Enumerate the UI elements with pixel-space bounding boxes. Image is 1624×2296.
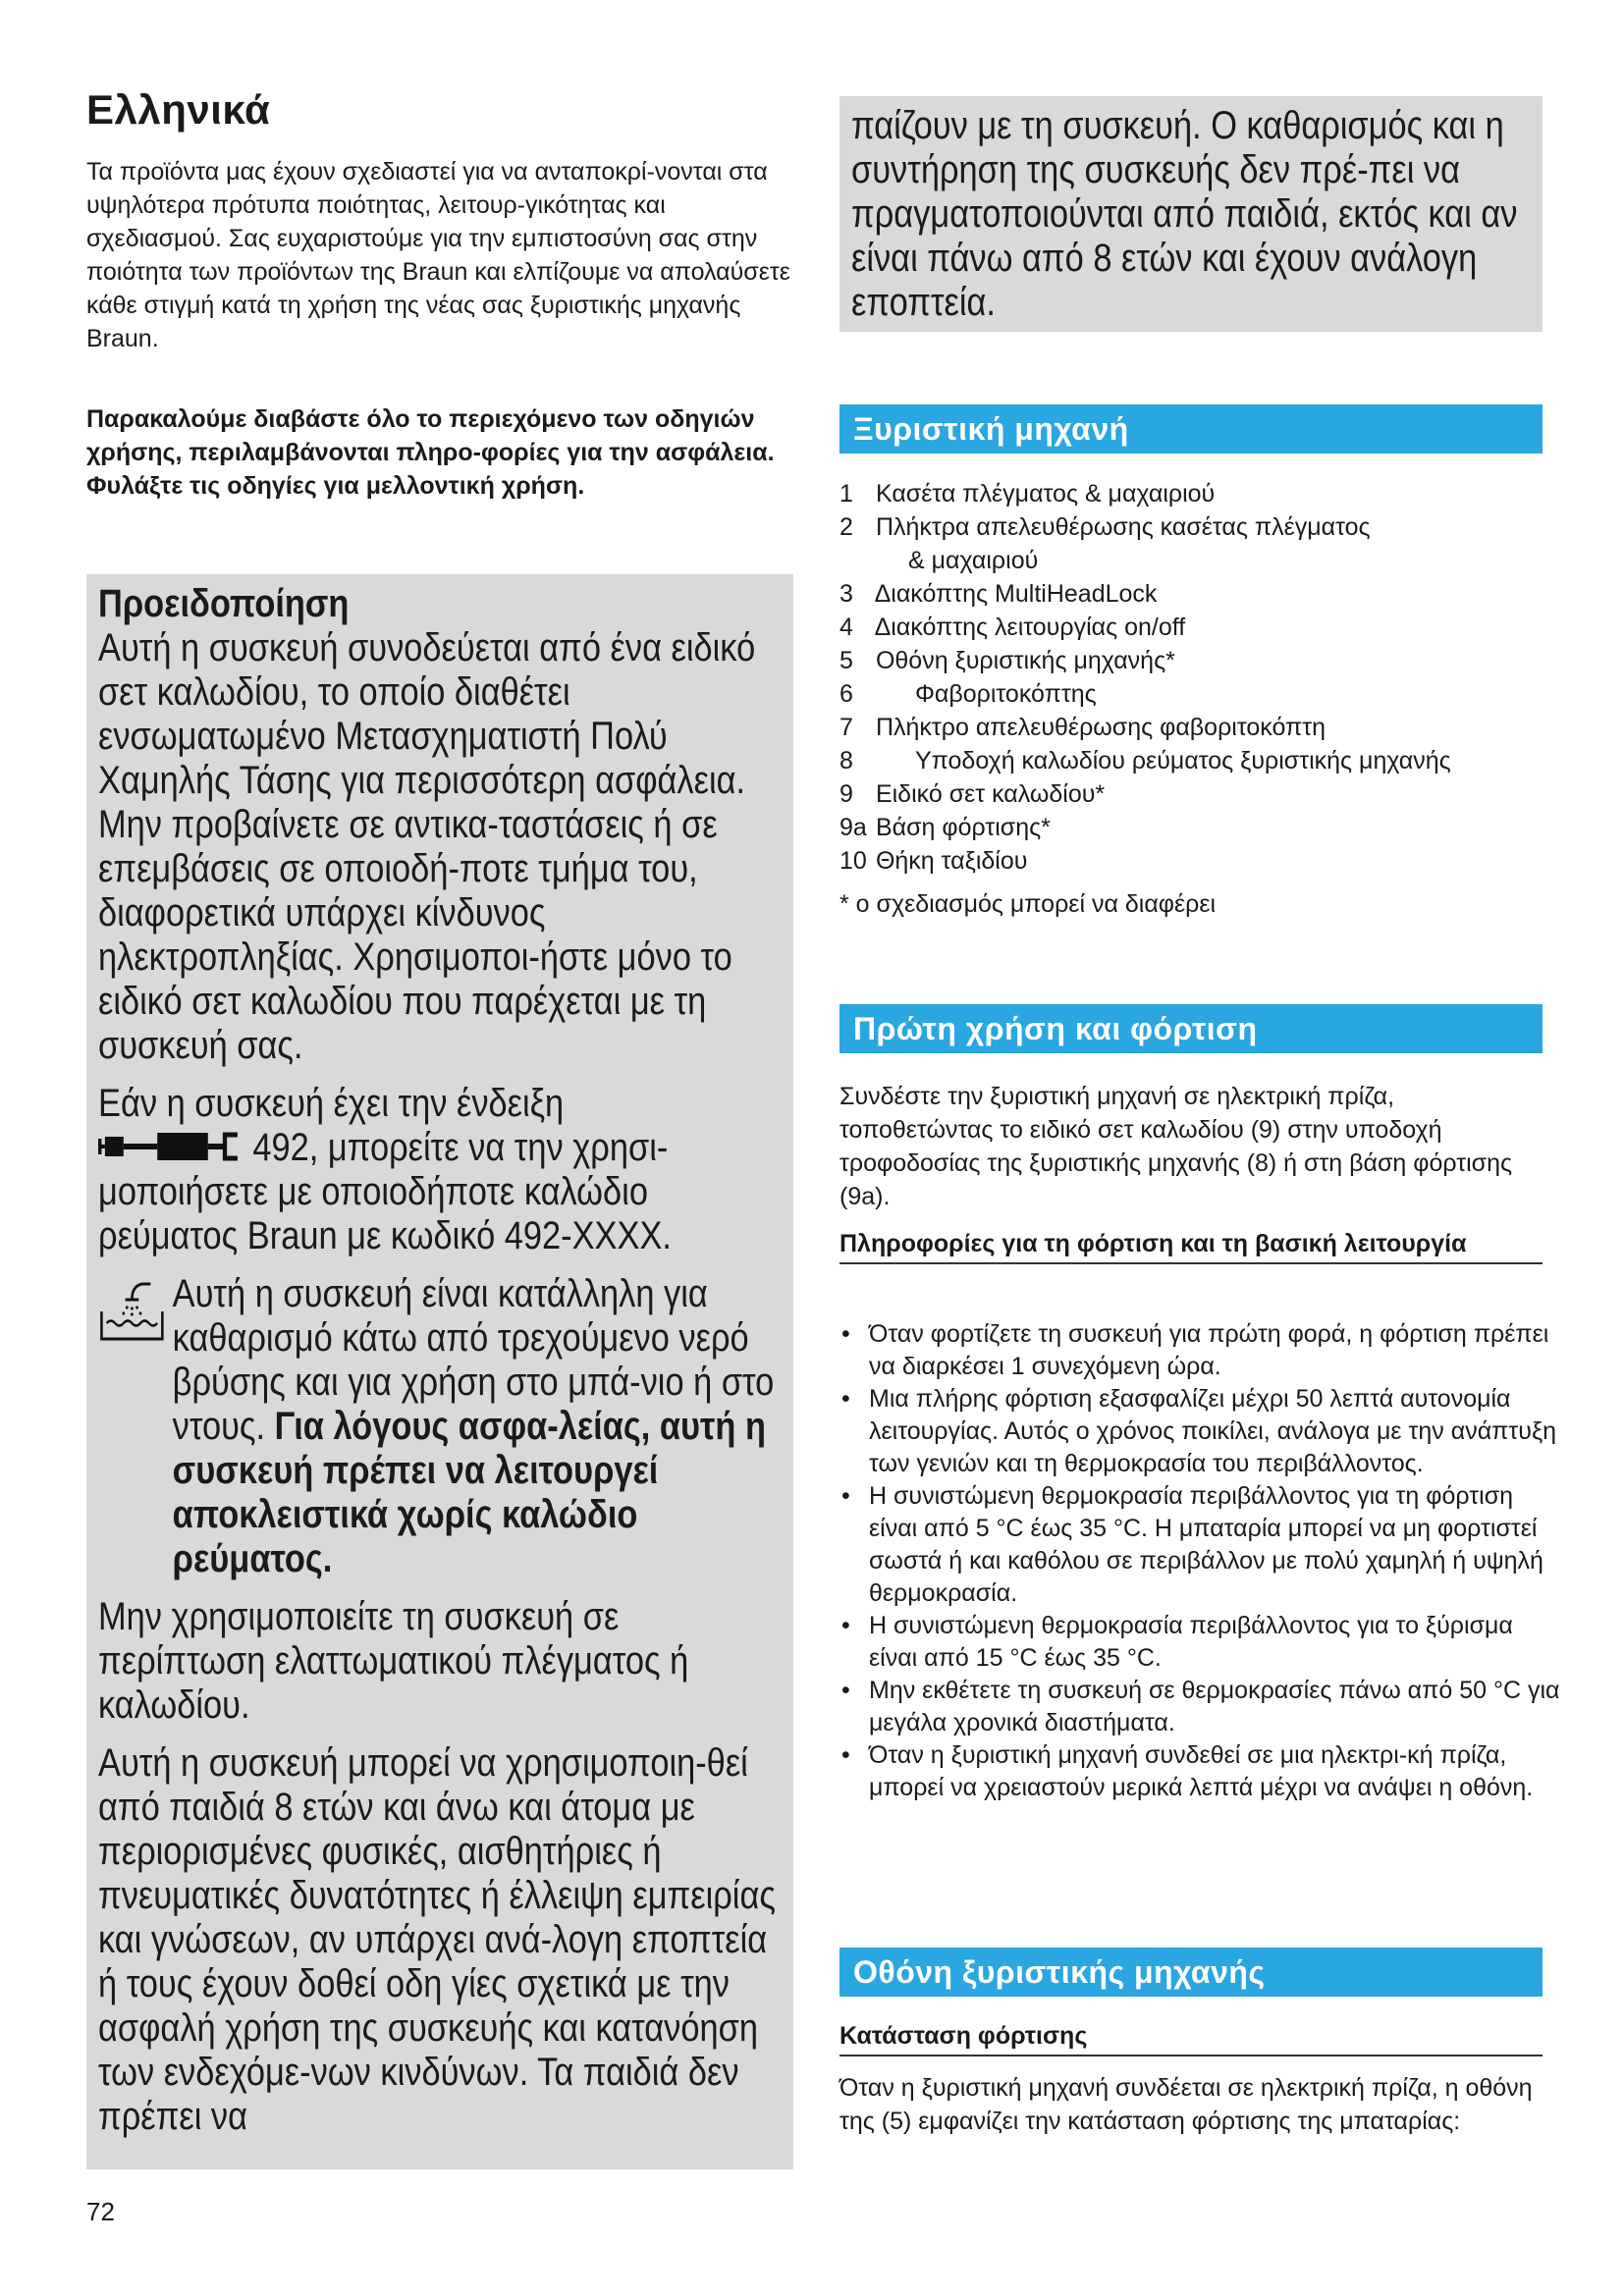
bath-safety-block xyxy=(98,1272,785,1581)
list-item: 5 Οθόνη ξυριστικής μηχανής* xyxy=(839,647,1175,674)
parts-list xyxy=(839,477,1566,921)
charging-info-subheading: Πληροφορίες για τη φόρτιση και τη βασική λειτουργία xyxy=(839,1227,1543,1264)
list-item: 8 Υποδοχή καλωδίου ρεύματος ξυριστικής μηχανής xyxy=(839,747,1451,774)
list-item: 6 Φαβοριτοκόπτης xyxy=(839,680,1097,708)
first-use-text: Συνδέστε την ξυριστική μηχανή σε ηλεκτρική πρίζα, τοποθετώντας το ειδικό σετ καλωδίου (9) στην υποδοχή τροφοδοσίας της ξυριστικής μηχανής (8) ή στη βάση φόρτισης (9a). xyxy=(839,1083,1513,1210)
warning-continued-text: παίζουν με τη συσκευή. Ο καθαρισμός και η συντήρηση της συσκευής δεν πρέ-πει να πραγματοποιούνται από παιδιά, εκτός και αν είναι πάνω από 8 ετών και έχουν ανάλογη εποπτεία. xyxy=(851,104,1518,324)
charging-bullet-list xyxy=(839,1318,1566,1804)
warning-paragraph-1: Αυτή η συσκευή συνοδεύεται από ένα ειδικό σετ καλωδίου, το οποίο διαθέτει ενσωματωμένο Μετασχηματιστή Πολύ Χαμηλής Τάσης για περισσότερη ασφάλεια. Μην προβαίνετε σε αντικα-ταστάσεις ή σε επεμβάσεις σε οποιοδή-ποτε τμήμα του, διαφορετικά υπάρχει κίνδυνος ηλεκτροπληξίας. Χρησιμοποι-ήστε μόνο το ειδικό σετ καλωδίου που παρέχεται με τη συσκευή σας. xyxy=(98,626,756,1067)
display-text: Όταν η ξυριστική μηχανή συνδέεται σε ηλεκτρική πρίζα, η οθόνη της (5) εμφανίζει την κατάσταση φόρτισης της μπαταρίας: xyxy=(839,2074,1533,2135)
shower-bath-icon xyxy=(98,1278,166,1343)
section-heading-first-use: Πρώτη χρήση και φόρτιση xyxy=(839,1004,1543,1053)
list-item: 3 Διακόπτης MultiHeadLock xyxy=(839,580,1158,608)
intro-bold-paragraph: Παρακαλούμε διαβάστε όλο το περιεχόμενο των οδηγιών χρήσης, περιλαμβάνονται πληρο-φορίες για την ασφάλεια. Φυλάξτε τις οδηγίες για μελλοντική χρήση. xyxy=(86,405,775,500)
list-item: • Η συνιστώμενη θερμοκρασία περιβάλλοντος για το ξύρισμα είναι από 15 °C έως 35 °C. xyxy=(839,1610,1566,1675)
list-item: 1 Κασέτα πλέγματος & μαχαιριού xyxy=(839,480,1216,507)
list-item: 7 Πλήκτρο απελευθέρωσης φαβοριτοκόπτη xyxy=(839,714,1326,741)
warning-title: Προειδοποίηση xyxy=(98,582,350,625)
section-heading-display: Οθόνη ξυριστικής μηχανής xyxy=(839,1948,1543,1997)
charging-status-subheading: Κατάσταση φόρτισης xyxy=(839,2019,1543,2056)
list-item: • Μην εκθέτετε τη συσκευή σε θερμοκρασίες πάνω από 50 °C για μεγάλα χρονικά διαστήματα. xyxy=(839,1675,1566,1739)
cable-symbol-icon xyxy=(98,1129,246,1164)
warning-continued-box xyxy=(839,96,1543,332)
warning-paragraph-2a: Εάν η συσκευή έχει την ένδειξη xyxy=(98,1082,565,1125)
list-item: • Η συνιστώμενη θερμοκρασία περιβάλλοντος για τη φόρτιση είναι από 5 °C έως 35 °C. Η μπαταρία μπορεί να μη φορτιστεί σωστά ή και καθόλου σε περιβάλλον με πολύ χαμηλή ή υψηλή θερμοκρασία. xyxy=(839,1480,1566,1610)
intro-paragraph: Τα προϊόντα μας έχουν σχεδιαστεί για να ανταποκρί-νονται στα υψηλότερα πρότυπα ποιότητας, λειτουρ-γικότητας και σχεδιασμού. Σας ευχαριστούμε για την εμπιστοσύνη σας στην ποιότητα των προϊόντων της Braun και ελπίζουμε να απολαύσετε κάθε στιγμή κατά τη χρήση της νέας σας ξυριστικής μηχανής Braun. xyxy=(86,158,790,352)
list-item: 10 Θήκη ταξιδίου xyxy=(839,847,1028,875)
parts-note: * ο σχεδιασμός μπορεί να διαφέρει xyxy=(839,890,1217,918)
warning-paragraph-2 xyxy=(98,1082,785,1258)
page-number: 72 xyxy=(86,2197,115,2226)
list-item: & μαχαιριού xyxy=(908,547,1039,574)
list-item: 4 Διακόπτης λειτουργίας on/off xyxy=(839,614,1186,641)
warning-box xyxy=(86,574,793,2169)
warning-paragraph-3-normal: Αυτή η συσκευή είναι κατάλληλη για καθαρισμό κάτω από τρεχούμενο νερό βρύσης και για χρήση στο μπά-νιο ή στο ντους. xyxy=(172,1272,775,1448)
page-title: Ελληνικά xyxy=(86,86,271,133)
warning-paragraph-3-bold: Για λόγους ασφα-λείας, αυτή η συσκευή πρέπει να λειτουργεί αποκλειστικά χωρίς καλώδιο ρεύματος. xyxy=(172,1405,766,1580)
list-item: 9a Βάση φόρτισης* xyxy=(839,814,1051,841)
warning-paragraph-4: Μην χρησιμοποιείτε τη συσκευή σε περίπτωση ελαττωματικού πλέγματος ή καλωδίου. xyxy=(98,1595,689,1727)
section-heading-shaver: Ξυριστική μηχανή xyxy=(839,404,1543,454)
warning-paragraph-2b: 492, μπορείτε να την χρησι-μοποιήσετε με οποιοδήποτε καλώδιο ρεύματος Braun με κωδικό 492-XXXX. xyxy=(98,1126,672,1257)
list-item: 2 Πλήκτρα απελευθέρωσης κασέτας πλέγματος xyxy=(839,513,1371,541)
list-item: 9 Ειδικό σετ καλωδίου* xyxy=(839,780,1106,808)
list-item: • Μια πλήρης φόρτιση εξασφαλίζει μέχρι 50 λεπτά αυτονομία λειτουργίας. Αυτός ο χρόνος ποικίλει, ανάλογα με την ανάπτυξη των γενιών και τη θερμοκρασία του περιβάλλοντος. xyxy=(839,1383,1566,1480)
list-item: • Όταν η ξυριστική μηχανή συνδεθεί σε μια ηλεκτρι-κή πρίζα, μπορεί να χρειαστούν μερικά λεπτά μέχρι να ανάψει η οθόνη. xyxy=(839,1739,1566,1804)
warning-paragraph-3 xyxy=(173,1272,785,1581)
list-item: • Όταν φορτίζετε τη συσκευή για πρώτη φορά, η φόρτιση πρέπει να διαρκέσει 1 συνεχόμενη ώρα. xyxy=(839,1318,1566,1383)
warning-paragraph-5: Αυτή η συσκευή μπορεί να χρησιμοποιη-θεί από παιδιά 8 ετών και άνω και άτομα με περιορισμένες φυσικές, αισθητήριες ή πνευματικές δυνατότητες ή έλλειψη εμπειρίας και γνώσεων, αν υπάρχει ανά-λογη εποπτεία ή τους έχουν δοθεί οδη γίες σχετικά με την ασφαλή χρήση της συσκευής και κατανόηση των ενδεχόμε-νων κινδύνων. Τα παιδιά δεν πρέπει να xyxy=(98,1741,776,2138)
